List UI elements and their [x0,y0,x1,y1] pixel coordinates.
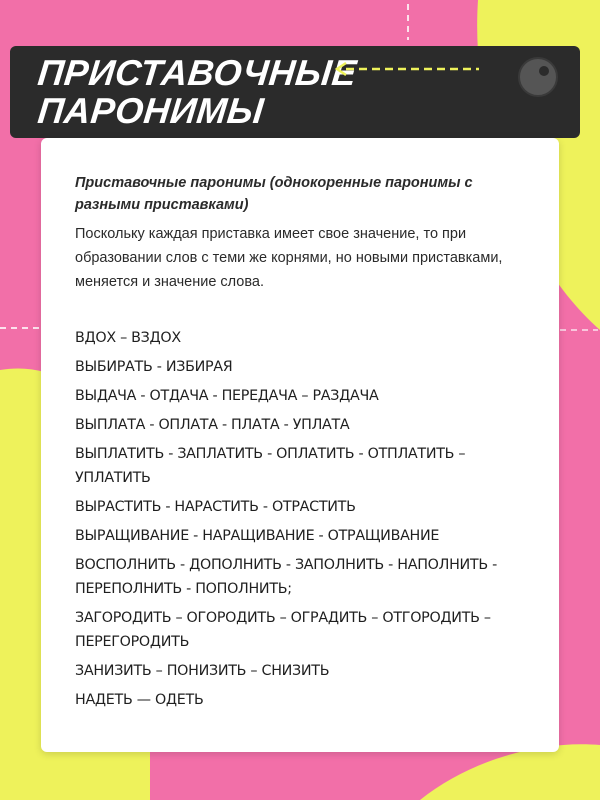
list-item: НАДЕТЬ — ОДЕТЬ [75,692,204,708]
list-item: ВЫРАЩИВАНИЕ - НАРАЩИВАНИЕ - ОТРАЩИВАНИЕ [75,528,440,544]
content-card [41,138,559,752]
list-item: ВЫБИРАТЬ - ИЗБИРАЯ [75,359,233,375]
section-subtitle: Приставочные паронимы (однокоренные паронимы с разными приставками) [75,175,473,213]
arrow-left-icon [334,61,484,77]
list-item: ВЫПЛАТА - ОПЛАТА - ПЛАТА - УПЛАТА [75,417,350,433]
page-title-line2: ПАРОНИМЫ [35,90,267,131]
list-item: ВДОХ – ВЗДОХ [75,330,181,346]
paronyms-list [75,326,535,717]
page-title-line1: ПРИСТАВОЧНЫЕ [35,52,359,93]
list-item: ВЫДАЧА - ОТДАЧА - ПЕРЕДАЧА – РАЗДАЧА [75,388,379,404]
list-item: ВЫРАСТИТЬ - НАРАСТИТЬ - ОТРАСТИТЬ [75,499,356,515]
list-item: ЗАГОРОДИТЬ – ОГОРОДИТЬ – ОГРАДИТЬ – ОТГОРОДИТЬ – ПЕРЕГОРОДИТЬ [75,610,491,650]
list-item: ВЫПЛАТИТЬ - ЗАПЛАТИТЬ - ОПЛАТИТЬ - ОТПЛАТИТЬ – УПЛАТИТЬ [75,446,466,486]
list-item: ЗАНИЗИТЬ – ПОНИЗИТЬ – СНИЗИТЬ [75,663,330,679]
circle-icon [517,56,559,98]
title-banner [10,46,580,138]
intro-paragraph: Поскольку каждая приставка имеет свое значение, то при образовании слов с теми же корнями, но новыми приставками, меняется и значение слова. [75,226,503,290]
list-item: ВОСПОЛНИТЬ - ДОПОЛНИТЬ - ЗАПОЛНИТЬ - НАПОЛНИТЬ - ПЕРЕПОЛНИТЬ - ПОПОЛНИТЬ; [75,557,497,597]
